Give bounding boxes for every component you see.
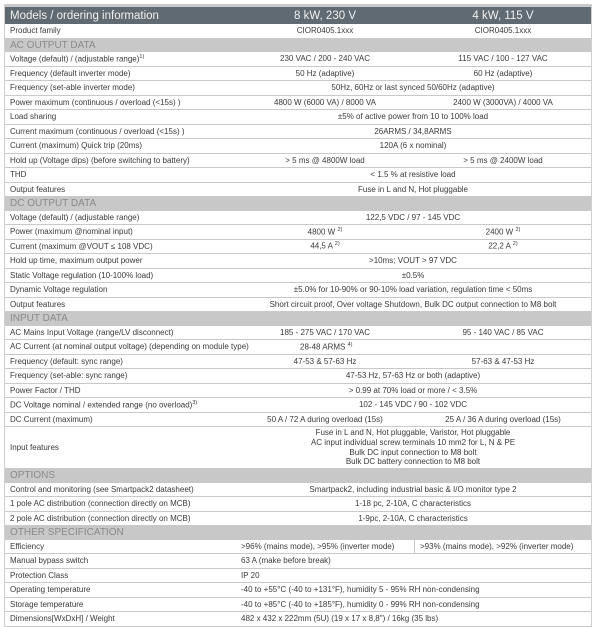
value-text: 22,2 A bbox=[488, 242, 511, 252]
section-title: OTHER SPECIFICATION bbox=[10, 527, 124, 539]
row-label: AC Current (at nominal output voltage) (depending on module type) bbox=[10, 342, 249, 352]
footnote: 4) bbox=[347, 341, 353, 348]
cell-model-1: 47-53 & 57-63 Hz bbox=[293, 356, 357, 366]
row-label: Hold up (Voltage dips) (before switching to battery) bbox=[10, 155, 190, 165]
cell-shared: < 1.5 % at resistive load bbox=[370, 170, 456, 180]
footnote: 2) bbox=[512, 241, 518, 248]
cell-model-2: 95 - 140 VAC / 85 VAC bbox=[462, 327, 544, 337]
section-options bbox=[5, 469, 591, 483]
table-row bbox=[5, 225, 591, 240]
row-label: Efficiency bbox=[10, 541, 45, 551]
section-title: DC OUTPUT DATA bbox=[10, 198, 97, 210]
footnote: 2) bbox=[337, 226, 343, 233]
row-label: Product family bbox=[10, 26, 61, 36]
table-row bbox=[5, 183, 591, 198]
header-model-2: 4 kW, 115 V bbox=[472, 9, 534, 22]
row-label: Dimensions[WxDxH] / Weight bbox=[10, 614, 115, 624]
table-row bbox=[5, 497, 591, 512]
footnote: 2) bbox=[515, 226, 521, 233]
section-title: AC OUTPUT DATA bbox=[10, 39, 96, 51]
cell-shared: 47-53 Hz, 57-63 Hz or both (adaptive) bbox=[345, 371, 481, 381]
row-label bbox=[5, 54, 235, 64]
row-label: Power maximum (continuous / overload (<15s) ) bbox=[10, 97, 181, 107]
cell-model-1: 4800 W (6000 VA) / 8000 VA bbox=[274, 97, 376, 107]
table-row bbox=[5, 554, 591, 569]
cell-shared: 122,5 VDC / 97 - 145 VDC bbox=[365, 212, 461, 222]
cell-model-2: 115 VAC / 100 - 127 VAC bbox=[458, 54, 548, 64]
cell-model-1 bbox=[235, 241, 415, 251]
cell-shared: -40 to +55°C (-40 to +131°F), humidity 5 - 95% RH non-condensing bbox=[241, 585, 480, 595]
footnote: 2) bbox=[334, 241, 340, 248]
cell-model-2: >93% (mains mode), >92% (inverter mode) bbox=[420, 541, 574, 551]
value-text: 2400 W bbox=[485, 227, 514, 237]
row-label bbox=[5, 400, 235, 410]
footnote: 3) bbox=[192, 399, 198, 406]
cell-model-2: CIOR0405.1xxx bbox=[474, 26, 532, 36]
cell-model-1: 230 VAC / 200 - 240 VAC bbox=[280, 54, 370, 64]
row-label: Storage temperature bbox=[10, 599, 84, 609]
label-text: Voltage (default) / (adjustable range) bbox=[10, 54, 140, 64]
row-label: Dynamic Voltage regulation bbox=[10, 285, 108, 295]
table-row bbox=[5, 24, 591, 39]
cell-shared: IP 20 bbox=[241, 570, 260, 580]
row-label: Frequency (set-able: sync range) bbox=[10, 371, 128, 381]
table-row bbox=[5, 298, 591, 313]
cell-model-2: > 5 ms @ 2400W load bbox=[463, 155, 543, 165]
cell-model-2: 60 Hz (adaptive) bbox=[473, 68, 533, 78]
value-text: 4800 W bbox=[307, 227, 336, 237]
table-row bbox=[5, 211, 591, 226]
table-row bbox=[5, 355, 591, 370]
row-label: 1 pole AC distribution (connection directly on MCB) bbox=[10, 499, 191, 509]
table-row bbox=[5, 110, 591, 125]
row-label: Load sharing bbox=[10, 112, 57, 122]
table-row bbox=[5, 240, 591, 255]
cell-shared: 102 - 145 VDC / 90 - 102 VDC bbox=[358, 400, 468, 410]
table-row bbox=[5, 96, 591, 111]
table-row bbox=[5, 540, 591, 555]
table-row bbox=[5, 168, 591, 183]
row-label: Manual bypass switch bbox=[10, 556, 89, 566]
row-label: Current (maximum) Quick trip (20ms) bbox=[10, 141, 143, 151]
table-row bbox=[5, 340, 591, 355]
table-row bbox=[5, 326, 591, 341]
cell-model-1: 185 - 275 VAC / 170 VAC bbox=[280, 327, 370, 337]
cell-model-2: 2400 W (3000VA) / 4000 VA bbox=[453, 97, 553, 107]
table-row bbox=[5, 254, 591, 269]
cell-shared: Short circuit proof, Over voltage Shutdown, Bulk DC output connection to M8 bolt bbox=[269, 299, 557, 309]
cell-model-2 bbox=[415, 227, 591, 237]
row-label: Power Factor / THD bbox=[10, 385, 81, 395]
cell-shared: Fuse in L and N, Hot pluggable bbox=[358, 184, 468, 194]
cell-shared: Smartpack2, including industrial basic & I/O monitor type 2 bbox=[309, 484, 517, 494]
table-row bbox=[5, 125, 591, 140]
row-label: Frequency (default inverter mode) bbox=[10, 68, 131, 78]
cell-shared: 50Hz, 60Hz or last synced 50/60Hz (adaptive) bbox=[331, 83, 495, 93]
row-label: Current maximum (continuous / overload (<15s) ) bbox=[10, 126, 185, 136]
cell-shared: ±0.5% bbox=[401, 270, 425, 280]
value-text: 28-48 ARMS bbox=[300, 342, 346, 352]
table-row bbox=[5, 384, 591, 399]
row-label: Power (maximum @nominal input) bbox=[10, 227, 133, 237]
table-row bbox=[5, 81, 591, 96]
label-text: DC Voltage nominal / extended range (no overload) bbox=[10, 400, 193, 410]
cell-shared: 1-9pc, 2-10A, C characteristics bbox=[358, 513, 468, 523]
table-row bbox=[5, 67, 591, 82]
cell-model-1: 50 Hz (adaptive) bbox=[295, 68, 355, 78]
cell-shared bbox=[235, 428, 591, 466]
header-title: Models / ordering information bbox=[10, 9, 159, 22]
spec-table bbox=[4, 4, 592, 627]
value-text: 44,5 A bbox=[310, 242, 333, 252]
table-row bbox=[5, 154, 591, 169]
table-row bbox=[5, 398, 591, 413]
cell-model-2 bbox=[415, 241, 591, 251]
cell-model-1: > 5 ms @ 4800W load bbox=[285, 155, 365, 165]
cell-shared: ±5.0% for 10-90% or 90-10% load variation, regulation time < 50ms bbox=[293, 285, 533, 295]
cell-model-1: 50 A / 72 A during overload (15s) bbox=[267, 414, 383, 424]
row-label: Output features bbox=[10, 299, 66, 309]
row-label: Current (maximum @VOUT ≤ 108 VDC) bbox=[10, 241, 153, 251]
feature-line: Fuse in L and N, Hot pluggable, Varistor, Hot pluggable bbox=[315, 428, 511, 438]
table-row bbox=[5, 413, 591, 428]
row-label: Voltage (default) / (adjustable range) bbox=[10, 212, 140, 222]
row-label: Protection Class bbox=[10, 570, 69, 580]
row-label: Frequency (default: sync range) bbox=[10, 356, 123, 366]
table-row bbox=[5, 269, 591, 284]
cell-shared: > 0.99 at 70% load or more / < 3.5% bbox=[348, 385, 478, 395]
table-row bbox=[5, 512, 591, 527]
feature-line: Bulk DC battery connection to M8 bolt bbox=[345, 457, 481, 467]
cell-shared: >10ms; VOUT > 97 VDC bbox=[369, 256, 457, 266]
table-row bbox=[5, 369, 591, 384]
row-label: Input features bbox=[10, 443, 59, 452]
header-model-1: 8 kW, 230 V bbox=[293, 9, 356, 22]
section-input bbox=[5, 312, 591, 326]
table-row bbox=[5, 139, 591, 154]
table-row bbox=[5, 483, 591, 498]
cell-shared: 63 A (make before break) bbox=[241, 556, 331, 566]
row-label: Hold up time, maximum output power bbox=[10, 256, 143, 266]
cell-shared: -40 to +85°C (-40 to +185°F), humidity 0 - 99% RH non-condensing bbox=[241, 599, 480, 609]
row-label: AC Mains Input Voltage (range/LV disconnect) bbox=[10, 327, 174, 337]
table-row bbox=[5, 283, 591, 298]
row-label: Control and monitoring (see Smartpack2 datasheet) bbox=[10, 484, 194, 494]
cell-shared bbox=[270, 342, 591, 352]
cell-model-1: >96% (mains mode), >95% (inverter mode) bbox=[235, 540, 415, 554]
table-row bbox=[5, 52, 591, 67]
table-header bbox=[5, 7, 591, 24]
cell-shared: 1-18 pc, 2-10A, C characteristics bbox=[354, 499, 472, 509]
cell-shared: ±5% of active power from 10 to 100% load bbox=[337, 112, 489, 122]
feature-line: AC input individual screw terminals 10 mm2 for L, N & PE bbox=[310, 437, 516, 447]
table-row bbox=[5, 427, 591, 469]
section-ac-output bbox=[5, 39, 591, 53]
row-label: Static Voltage regulation (10-100% load) bbox=[10, 270, 154, 280]
table-row bbox=[5, 569, 591, 584]
row-label: DC Current (maximum) bbox=[10, 414, 93, 424]
section-title: INPUT DATA bbox=[10, 313, 68, 325]
table-row bbox=[5, 612, 591, 627]
section-other bbox=[5, 526, 591, 540]
cell-model-2: 25 A / 36 A during overload (15s) bbox=[445, 414, 561, 424]
table-row bbox=[5, 583, 591, 598]
cell-shared: 482 x 432 x 222mm (5U) (19 x 17 x 8,8") / 16kg (35 lbs) bbox=[241, 614, 439, 624]
cell-model-2: 57-63 & 47-53 Hz bbox=[471, 356, 535, 366]
row-label: 2 pole AC distribution (connection directly on MCB) bbox=[10, 513, 191, 523]
row-label: Output features bbox=[10, 184, 66, 194]
cell-model-1: CIOR0405.1xxx bbox=[296, 26, 354, 36]
cell-shared: 120A (6 x nominal) bbox=[379, 141, 447, 151]
row-label: THD bbox=[10, 170, 27, 180]
cell-shared: 26ARMS / 34,8ARMS bbox=[374, 126, 452, 136]
feature-line: Bulk DC input connection to M8 bolt bbox=[349, 447, 477, 457]
row-label: Operating temperature bbox=[10, 585, 91, 595]
section-title: OPTIONS bbox=[10, 470, 56, 482]
row-label: Frequency (set-able inverter mode) bbox=[10, 83, 135, 93]
section-dc-output bbox=[5, 197, 591, 211]
cell-model-1 bbox=[235, 227, 415, 237]
footnote: 1) bbox=[139, 53, 145, 60]
